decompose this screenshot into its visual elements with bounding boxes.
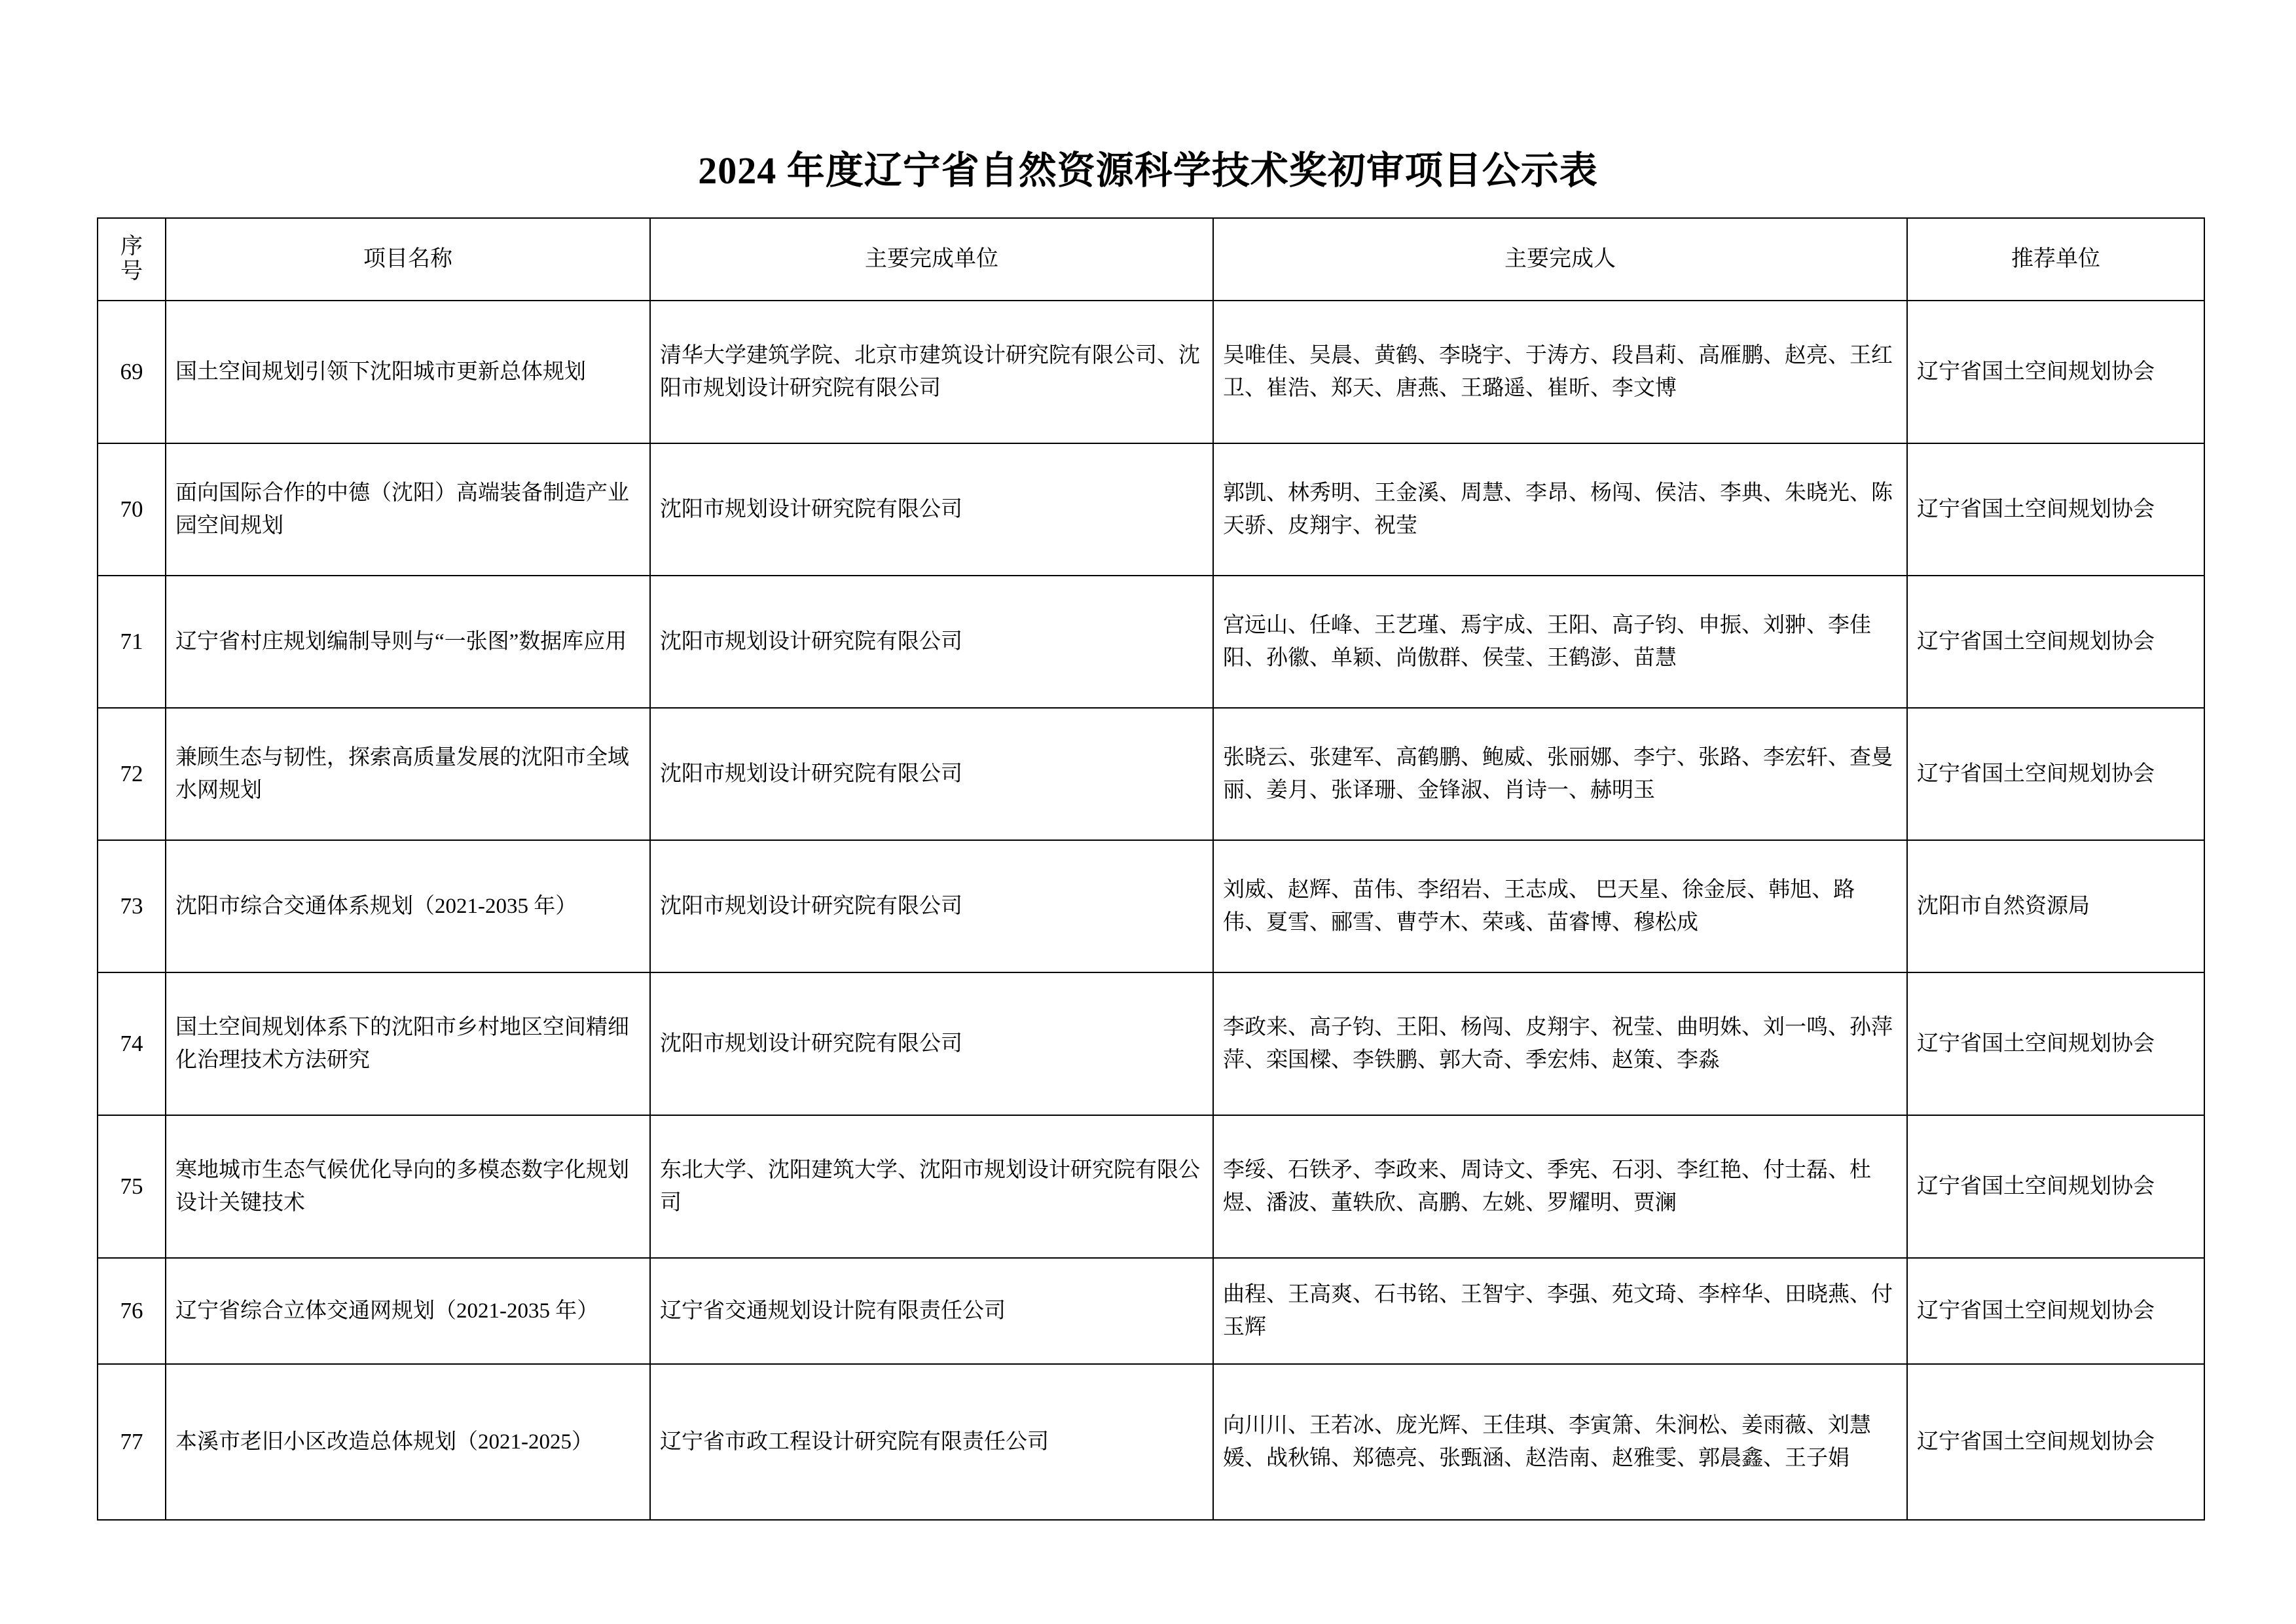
table-row xyxy=(98,443,2204,576)
cell-project-name: 辽宁省综合立体交通网规划（2021-2035 年） xyxy=(166,1258,650,1364)
cell-recommending-unit: 辽宁省国土空间规划协会 xyxy=(1907,1258,2204,1364)
cell-main-units: 沈阳市规划设计研究院有限公司 xyxy=(650,708,1213,840)
table-row xyxy=(98,972,2204,1115)
cell-recommending-unit: 沈阳市自然资源局 xyxy=(1907,840,2204,972)
cell-index: 70 xyxy=(98,443,166,576)
column-header-project-name: 项目名称 xyxy=(166,218,650,301)
cell-main-units: 沈阳市规划设计研究院有限公司 xyxy=(650,443,1213,576)
cell-main-contributors: 郭凯、林秀明、王金溪、周慧、李昂、杨闯、侯洁、李典、朱晓光、陈天骄、皮翔宇、祝莹 xyxy=(1213,443,1907,576)
cell-main-contributors: 宫远山、任峰、王艺瑾、焉宇成、王阳、高子钧、申振、刘翀、李佳阳、孙徽、单颖、尚傲群、侯莹、王鹤澎、苗慧 xyxy=(1213,576,1907,708)
column-header-index-line1: 序 xyxy=(120,234,143,259)
cell-recommending-unit: 辽宁省国土空间规划协会 xyxy=(1907,443,2204,576)
cell-index: 69 xyxy=(98,301,166,443)
cell-main-units: 辽宁省市政工程设计研究院有限责任公司 xyxy=(650,1364,1213,1520)
cell-main-units: 清华大学建筑学院、北京市建筑设计研究院有限公司、沈阳市规划设计研究院有限公司 xyxy=(650,301,1213,443)
cell-index: 76 xyxy=(98,1258,166,1364)
table-header xyxy=(98,218,2204,301)
table-row xyxy=(98,1364,2204,1520)
cell-project-name: 寒地城市生态气候优化导向的多模态数字化规划设计关键技术 xyxy=(166,1115,650,1258)
cell-main-units: 沈阳市规划设计研究院有限公司 xyxy=(650,576,1213,708)
cell-main-contributors: 向川川、王若冰、庞光辉、王佳琪、李寅箫、朱涧松、姜雨薇、刘慧媛、战秋锦、郑德亮、张甄涵、赵浩南、赵雅雯、郭晨鑫、王子娟 xyxy=(1213,1364,1907,1520)
table-row xyxy=(98,1258,2204,1364)
cell-index: 75 xyxy=(98,1115,166,1258)
column-header-index-line2: 号 xyxy=(120,259,143,284)
cell-recommending-unit: 辽宁省国土空间规划协会 xyxy=(1907,301,2204,443)
table-container xyxy=(0,217,2296,1521)
cell-main-contributors: 曲程、王高爽、石书铭、王智宇、李强、苑文琦、李梓华、田晓燕、付玉辉 xyxy=(1213,1258,1907,1364)
project-listing-table xyxy=(97,217,2205,1521)
cell-recommending-unit: 辽宁省国土空间规划协会 xyxy=(1907,708,2204,840)
cell-main-units: 东北大学、沈阳建筑大学、沈阳市规划设计研究院有限公司 xyxy=(650,1115,1213,1258)
table-row xyxy=(98,301,2204,443)
column-header-main-units: 主要完成单位 xyxy=(650,218,1213,301)
cell-project-name: 国土空间规划体系下的沈阳市乡村地区空间精细化治理技术方法研究 xyxy=(166,972,650,1115)
cell-main-units: 沈阳市规划设计研究院有限公司 xyxy=(650,972,1213,1115)
column-header-recommending-unit: 推荐单位 xyxy=(1907,218,2204,301)
cell-main-units: 沈阳市规划设计研究院有限公司 xyxy=(650,840,1213,972)
page-title: 2024 年度辽宁省自然资源科学技术奖初审项目公示表 xyxy=(698,149,1598,192)
cell-index: 77 xyxy=(98,1364,166,1520)
table-row xyxy=(98,1115,2204,1258)
cell-recommending-unit: 辽宁省国土空间规划协会 xyxy=(1907,1364,2204,1520)
cell-index: 72 xyxy=(98,708,166,840)
cell-main-contributors: 李绥、石铁矛、李政来、周诗文、季宪、石羽、李红艳、付士磊、杜煜、潘波、董轶欣、高鹏、左姚、罗耀明、贾澜 xyxy=(1213,1115,1907,1258)
cell-project-name: 兼顾生态与韧性，探索高质量发展的沈阳市全域水网规划 xyxy=(166,708,650,840)
table-row xyxy=(98,576,2204,708)
table-header-row xyxy=(98,218,2204,301)
table-row xyxy=(98,840,2204,972)
cell-index: 73 xyxy=(98,840,166,972)
cell-project-name: 沈阳市综合交通体系规划（2021-2035 年） xyxy=(166,840,650,972)
cell-project-name: 面向国际合作的中德（沈阳）高端装备制造产业园空间规划 xyxy=(166,443,650,576)
cell-main-contributors: 张晓云、张建军、高鹤鹏、鲍威、张丽娜、李宁、张路、李宏轩、查曼丽、姜月、张译珊、金锋淑、肖诗一、赫明玉 xyxy=(1213,708,1907,840)
column-header-index xyxy=(98,218,166,301)
cell-index: 71 xyxy=(98,576,166,708)
cell-project-name: 本溪市老旧小区改造总体规划（2021-2025） xyxy=(166,1364,650,1520)
table-row xyxy=(98,708,2204,840)
cell-project-name: 辽宁省村庄规划编制导则与“一张图”数据库应用 xyxy=(166,576,650,708)
table-body xyxy=(98,301,2204,1520)
cell-main-contributors: 李政来、高子钧、王阳、杨闯、皮翔宇、祝莹、曲明姝、刘一鸣、孙萍萍、栾国樑、李铁鹏、郭大奇、季宏炜、赵策、李淼 xyxy=(1213,972,1907,1115)
cell-main-contributors: 刘威、赵辉、苗伟、李绍岩、王志成、 巴天星、徐金辰、韩旭、路伟、夏雪、郦雪、曹苧木、荣彧、苗睿博、穆松成 xyxy=(1213,840,1907,972)
cell-project-name: 国土空间规划引领下沈阳城市更新总体规划 xyxy=(166,301,650,443)
cell-main-units: 辽宁省交通规划设计院有限责任公司 xyxy=(650,1258,1213,1364)
column-header-main-contributors: 主要完成人 xyxy=(1213,218,1907,301)
cell-recommending-unit: 辽宁省国土空间规划协会 xyxy=(1907,1115,2204,1258)
cell-recommending-unit: 辽宁省国土空间规划协会 xyxy=(1907,576,2204,708)
cell-index: 74 xyxy=(98,972,166,1115)
cell-recommending-unit: 辽宁省国土空间规划协会 xyxy=(1907,972,2204,1115)
cell-main-contributors: 吴唯佳、吴晨、黄鹤、李晓宇、于涛方、段昌莉、高雁鹏、赵亮、王红卫、崔浩、郑天、唐燕、王璐遥、崔昕、李文博 xyxy=(1213,301,1907,443)
